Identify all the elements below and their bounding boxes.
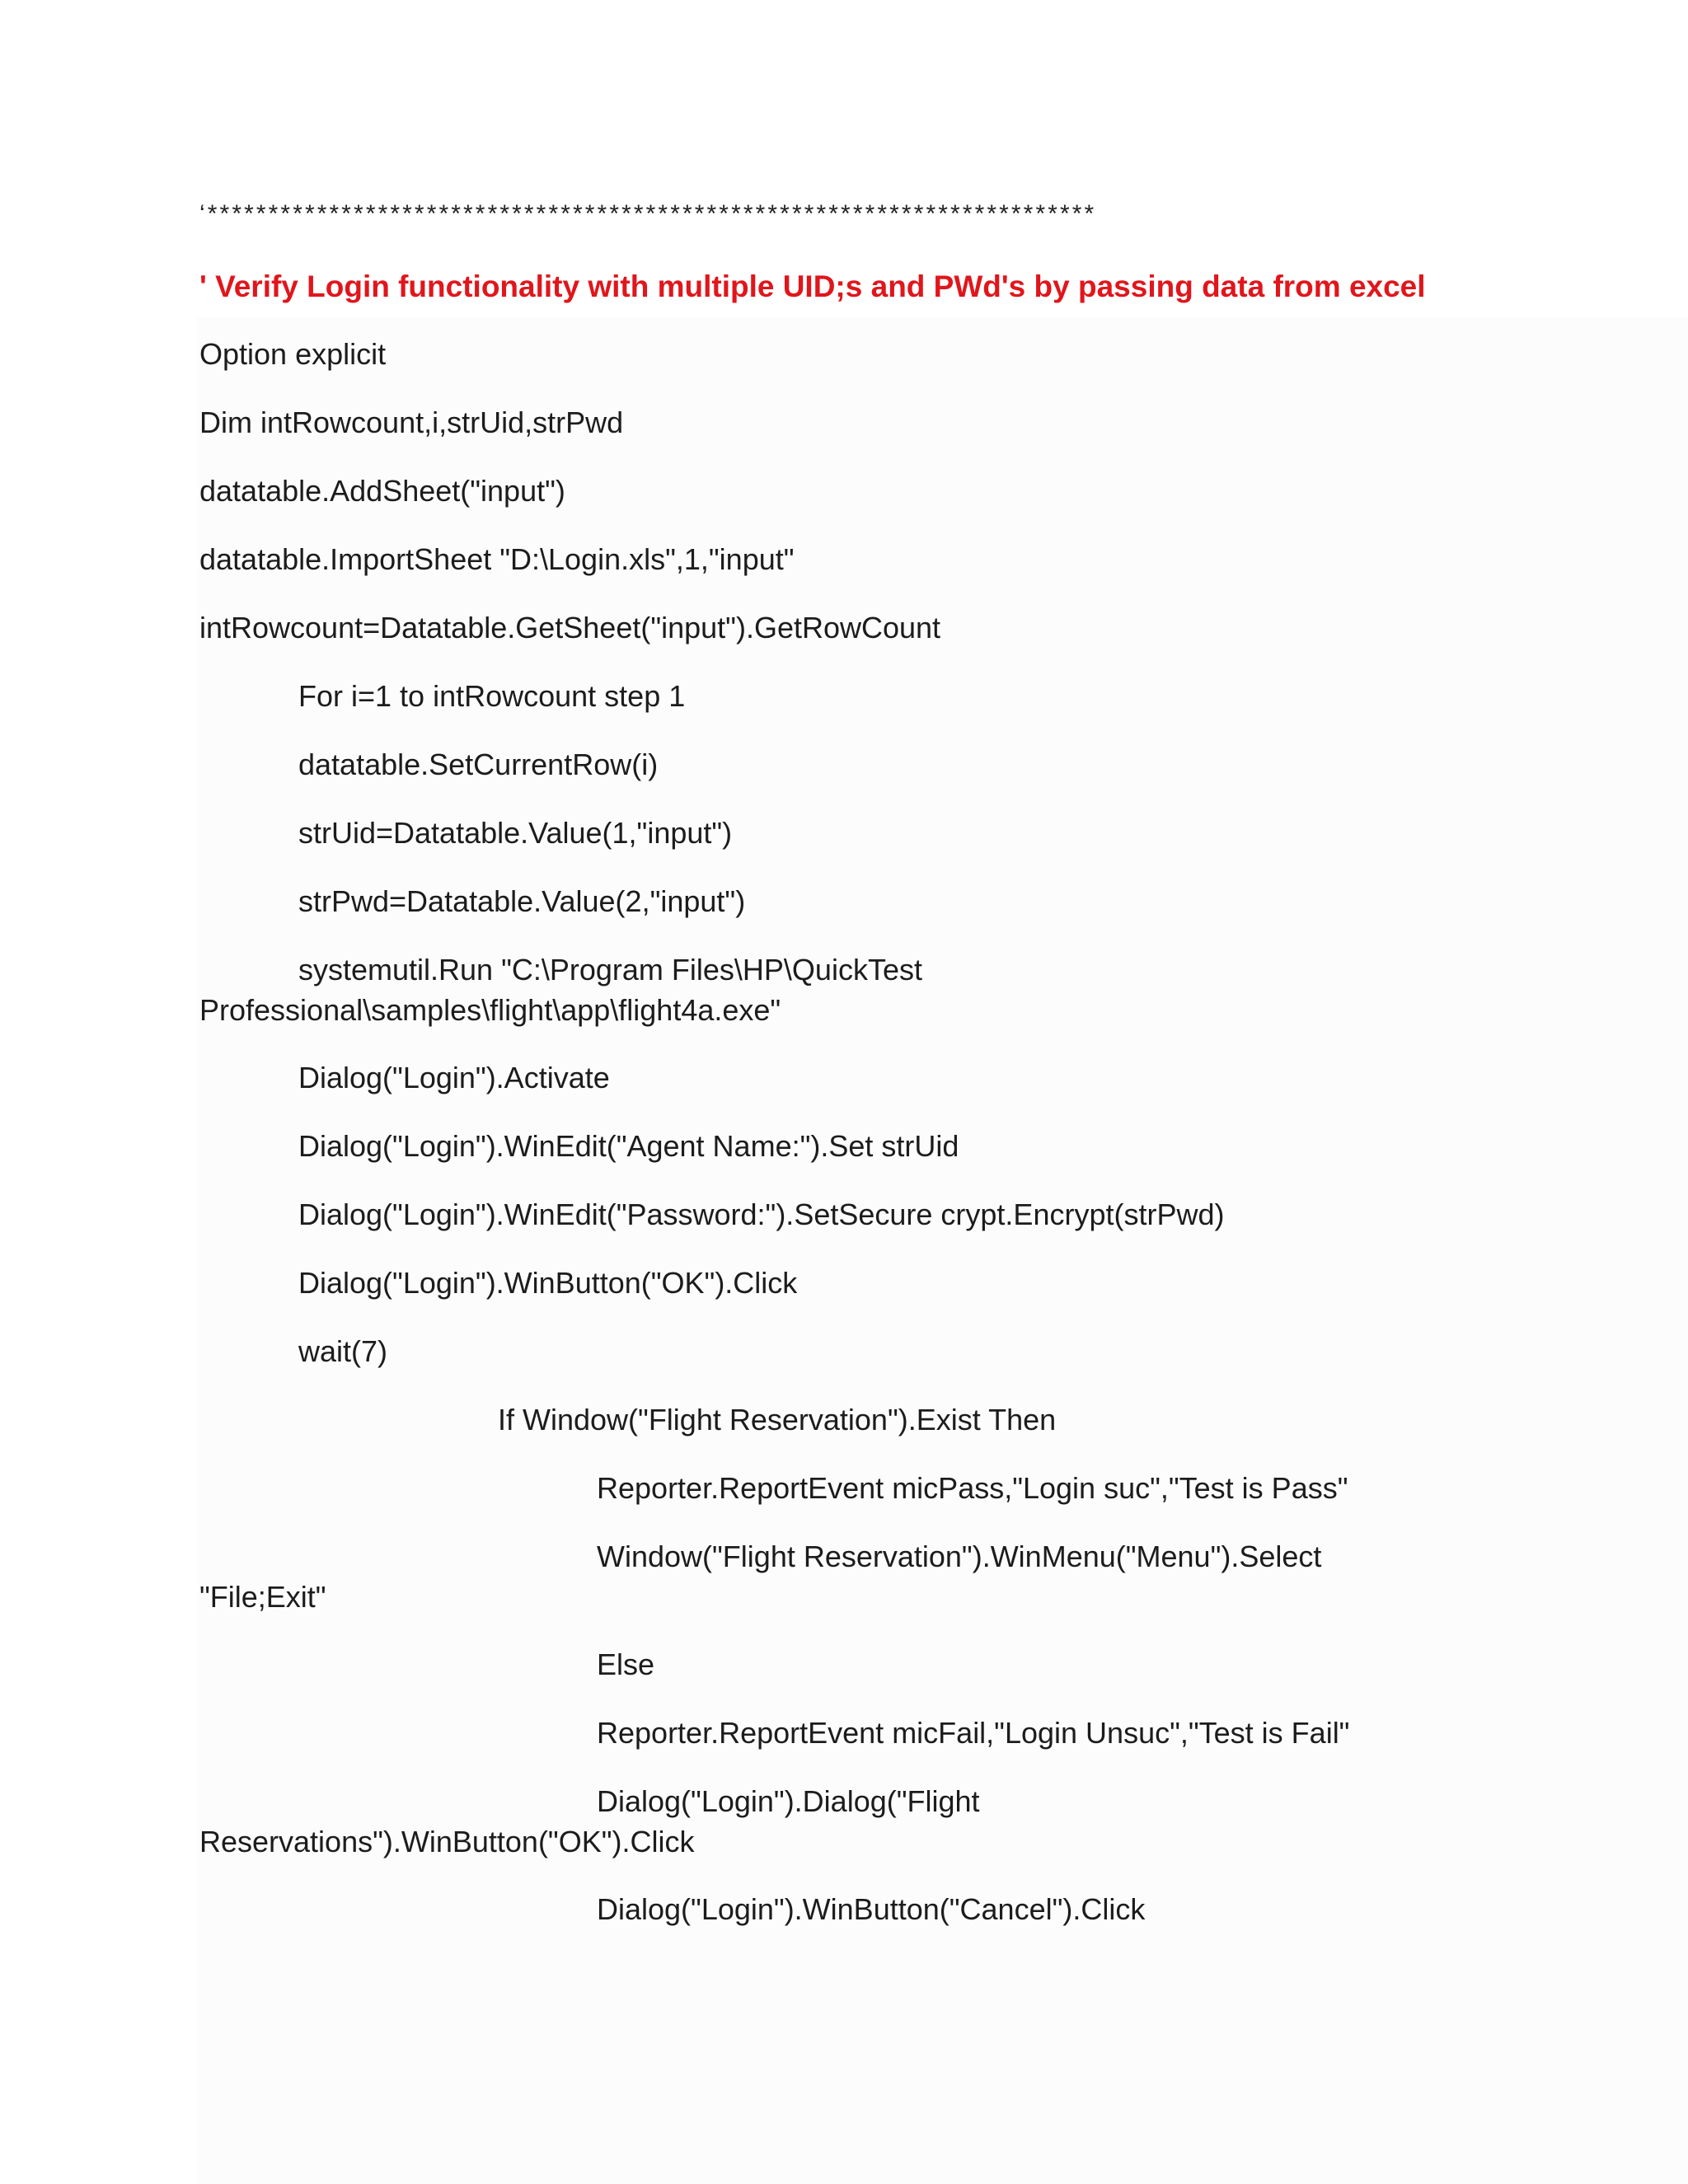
code-line-continuation: Professional\samples\flight\app\flight4a.exe"	[199, 993, 781, 1027]
code-line: Dialog("Login").WinEdit("Password:").SetSecure crypt.Encrypt(strPwd)	[298, 1197, 1225, 1231]
code-line: Dim intRowcount,i,strUid,strPwd	[199, 405, 624, 439]
code-line: systemutil.Run "C:\Program Files\HP\QuickTest	[298, 953, 922, 987]
code-line: intRowcount=Datatable.GetSheet("input").GetRowCount	[199, 611, 941, 644]
comment-separator: ‘*************************************************************************	[199, 200, 1097, 227]
code-comment-heading: ' Verify Login functionality with multiple UID;s and PWd's by passing data from excel	[199, 269, 1426, 303]
code-line: Else	[597, 1647, 655, 1681]
code-line: Dialog("Login").WinButton("OK").Click	[298, 1266, 798, 1300]
code-line: datatable.AddSheet("input")	[199, 474, 565, 508]
code-line: datatable.ImportSheet "D:\Login.xls",1,"input"	[199, 542, 795, 576]
code-line: Reporter.ReportEvent micPass,"Login suc","Test is Pass"	[597, 1471, 1348, 1505]
code-line-continuation: "File;Exit"	[199, 1580, 326, 1614]
code-line: Dialog("Login").Dialog("Flight	[597, 1784, 980, 1818]
code-line: wait(7)	[298, 1334, 388, 1368]
code-line-continuation: Reservations").WinButton("OK").Click	[199, 1825, 695, 1858]
code-line: strUid=Datatable.Value(1,"input")	[298, 816, 733, 850]
code-line: Dialog("Login").WinEdit("Agent Name:").Set strUid	[298, 1129, 959, 1163]
code-line: Reporter.ReportEvent micFail,"Login Unsuc","Test is Fail"	[597, 1716, 1350, 1750]
code-line: strPwd=Datatable.Value(2,"input")	[298, 884, 746, 918]
code-line: Window("Flight Reservation").WinMenu("Menu").Select	[597, 1540, 1322, 1573]
code-line: Dialog("Login").WinButton("Cancel").Click	[597, 1892, 1146, 1926]
code-line: Option explicit	[199, 337, 387, 371]
code-line: If Window("Flight Reservation").Exist Then	[498, 1403, 1057, 1436]
code-line: datatable.SetCurrentRow(i)	[298, 748, 659, 781]
code-line: Dialog("Login").Activate	[298, 1061, 610, 1094]
code-line: For i=1 to intRowcount step 1	[298, 679, 686, 713]
